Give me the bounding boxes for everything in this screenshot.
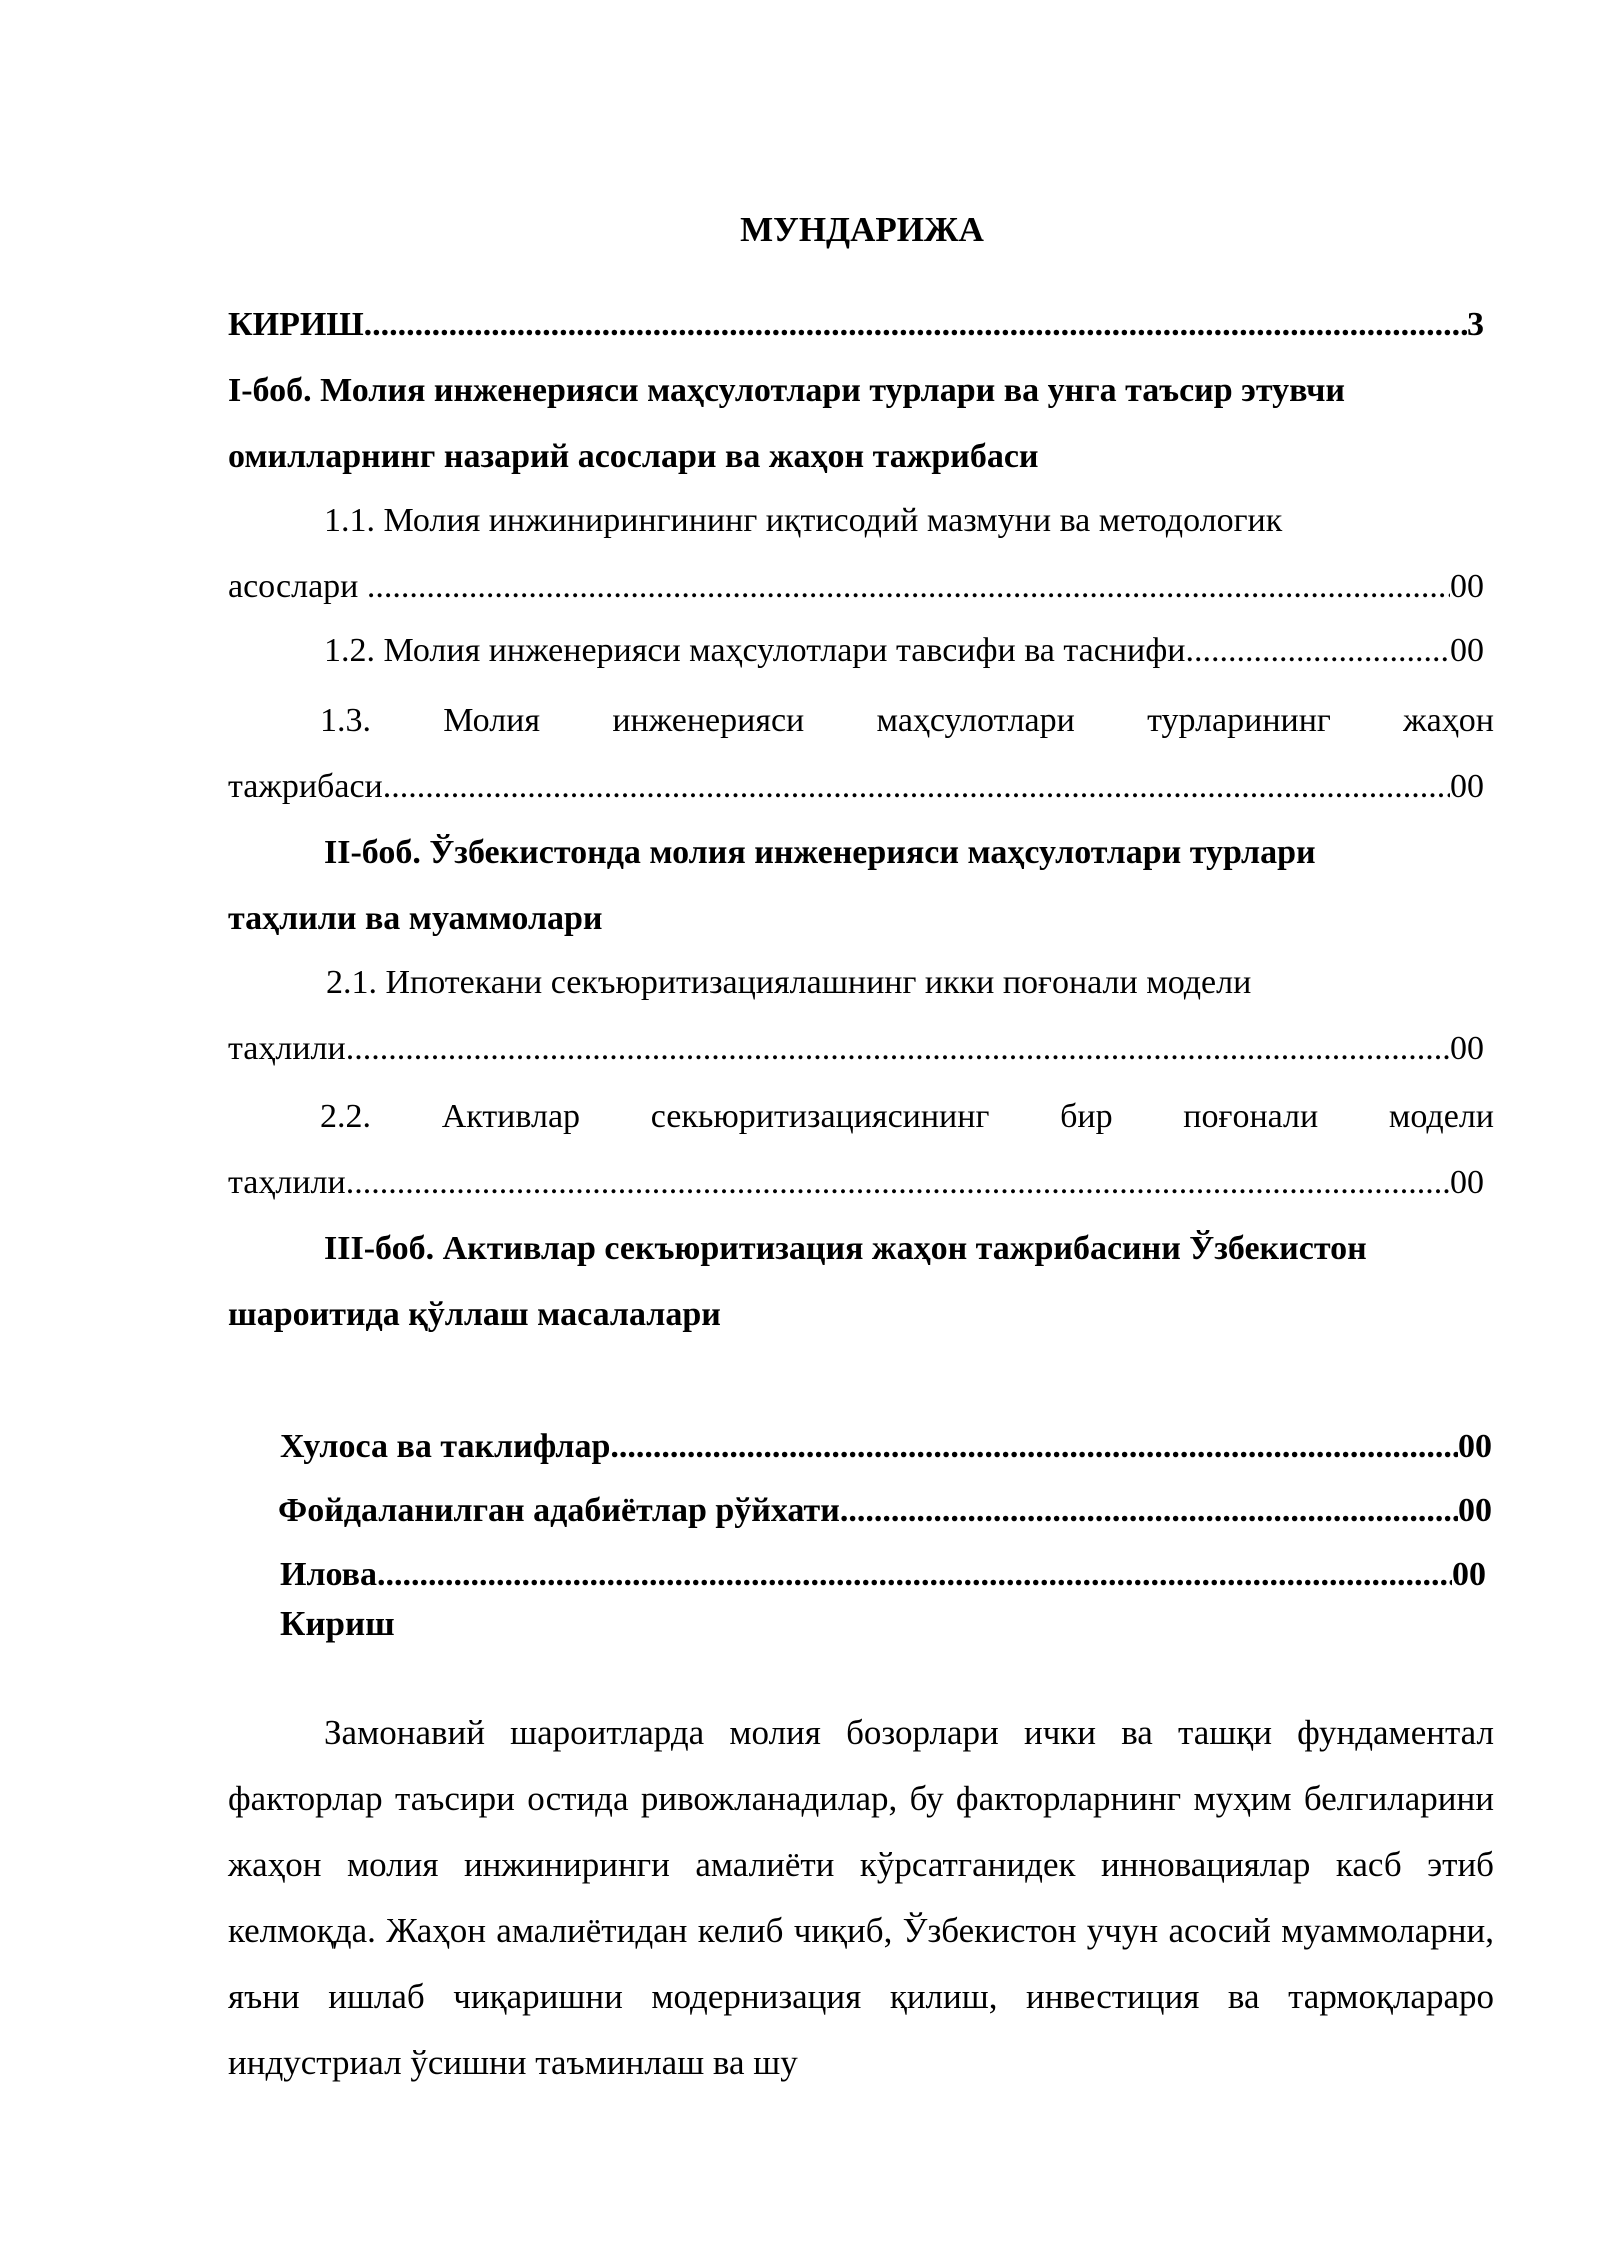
- toc-page-number: 00: [1450, 632, 1484, 669]
- toc-chapter-1-line-2[interactable]: омилларнинг назарий асослари ва жаҳон тажрибаси: [228, 438, 1039, 475]
- toc-word: инженерияси: [612, 702, 805, 739]
- toc-word: 2.2.: [320, 1098, 371, 1135]
- toc-word: 1.3.: [320, 702, 371, 739]
- leader-dots: [383, 768, 1450, 806]
- toc-page-number: 00: [1452, 1556, 1486, 1593]
- toc-word: маҳсулотлари: [876, 702, 1075, 739]
- toc-entry-label: Фойдаланилган адабиётлар рўйхати: [278, 1492, 840, 1529]
- toc-entry-label: Хулоса ва таклифлар: [280, 1428, 611, 1465]
- toc-chapter-3-line-2[interactable]: шароитида қўллаш масалалари: [228, 1296, 721, 1333]
- toc-entry-label: Илова: [280, 1556, 378, 1593]
- toc-chapter-3-line-1[interactable]: [324, 1230, 1367, 1268]
- toc-word: Активлар: [441, 1098, 581, 1135]
- toc-section-1-3-line-2[interactable]: [228, 768, 1484, 806]
- toc-section-2-1-line-1[interactable]: 2.1. Ипотекани секъюритизациялашнинг икки поғонали модели: [326, 964, 1252, 1001]
- intro-paragraph-text: Замонавий шароитларда молия бозорлари ички ва ташқи фундаментал факторлар таъсири остида ривожланадилар, бу факторларнинг муҳим белгиларини жаҳон молия инжиниринги амалиёти кўрсатганидек инновациялар касб этиб келмоқда. Жаҳон амалиётидан келиб чиқиб, Ўзбекистон учун асосий муаммоларни, яъни ишлаб чиқаришни модернизация қилиш, инвестиция ва тармоқлараро индустриал ўсишни таъминлаш ва шу: [228, 1713, 1494, 2082]
- chapter-prefix: III-боб.: [324, 1230, 443, 1267]
- toc-section-1-1-line-2[interactable]: [228, 568, 1484, 606]
- toc-entry-label: асослари ...: [228, 568, 393, 605]
- leader-dots: [377, 1556, 1452, 1594]
- toc-title: МУНДАРИЖА: [740, 210, 984, 249]
- toc-page-number: 00: [1450, 568, 1484, 605]
- toc-word: турларининг: [1147, 702, 1331, 739]
- toc-entry-references[interactable]: [278, 1492, 1492, 1530]
- toc-entry-label: таҳлили: [228, 1164, 346, 1201]
- toc-entry-label: таҳлили: [228, 1030, 346, 1067]
- toc-entry-label: 1.2. Молия инженерияси маҳсулотлари тавсифи ва таснифи: [324, 632, 1186, 669]
- leader-dots: [392, 568, 1450, 606]
- toc-page-number: 00: [1458, 1492, 1492, 1529]
- toc-word: бир: [1060, 1098, 1113, 1135]
- toc-word: Молия: [443, 702, 541, 739]
- toc-page-number: 00: [1450, 1164, 1484, 1201]
- intro-heading: Кириш: [280, 1604, 395, 1643]
- toc-page-number: 00: [1458, 1428, 1492, 1465]
- toc-entry-label: тажрибаси: [228, 768, 383, 805]
- leader-dots: [1185, 632, 1450, 670]
- toc-section-2-2-line-1[interactable]: [320, 1098, 1494, 1136]
- toc-chapter-1-line-1[interactable]: I-боб. Молия инженерияси маҳсулотлари турлари ва унга таъсир этувчи: [228, 372, 1345, 409]
- toc-page-number: 3: [1467, 306, 1484, 343]
- toc-entry-conclusion[interactable]: [280, 1428, 1492, 1466]
- toc-entry-appendix[interactable]: [280, 1556, 1486, 1594]
- intro-paragraph: [228, 1700, 1494, 2096]
- toc-word: поғонали: [1183, 1098, 1319, 1135]
- chapter-title: Активлар секъюритизация жаҳон тажрибасини Ўзбекистон: [442, 1230, 1367, 1267]
- leader-dots: [364, 306, 1467, 344]
- toc-section-1-2[interactable]: [324, 632, 1484, 670]
- leader-dots: [840, 1492, 1458, 1530]
- toc-word: модели: [1388, 1098, 1494, 1135]
- leader-dots: [610, 1428, 1458, 1466]
- toc-section-2-1-line-2[interactable]: [228, 1030, 1484, 1068]
- toc-page-number: 00: [1450, 1030, 1484, 1067]
- toc-entry-intro[interactable]: [228, 306, 1484, 344]
- toc-entry-label: КИРИШ: [228, 306, 364, 343]
- toc-word: жаҳон: [1403, 702, 1494, 739]
- toc-section-1-1-line-1[interactable]: 1.1. Молия инжинирингининг иқтисодий мазмуни ва методологик: [324, 502, 1283, 539]
- leader-dots: [346, 1164, 1450, 1202]
- toc-chapter-2-line-1[interactable]: II-боб. Ўзбекистонда молия инженерияси маҳсулотлари турлари: [324, 834, 1316, 871]
- toc-section-2-2-line-2[interactable]: [228, 1164, 1484, 1202]
- toc-section-1-3-line-1[interactable]: [320, 702, 1494, 740]
- leader-dots: [346, 1030, 1450, 1068]
- toc-chapter-2-line-2[interactable]: таҳлили ва муаммолари: [228, 900, 603, 937]
- toc-word: секьюритизациясининг: [650, 1098, 990, 1135]
- toc-page-number: 00: [1450, 768, 1484, 805]
